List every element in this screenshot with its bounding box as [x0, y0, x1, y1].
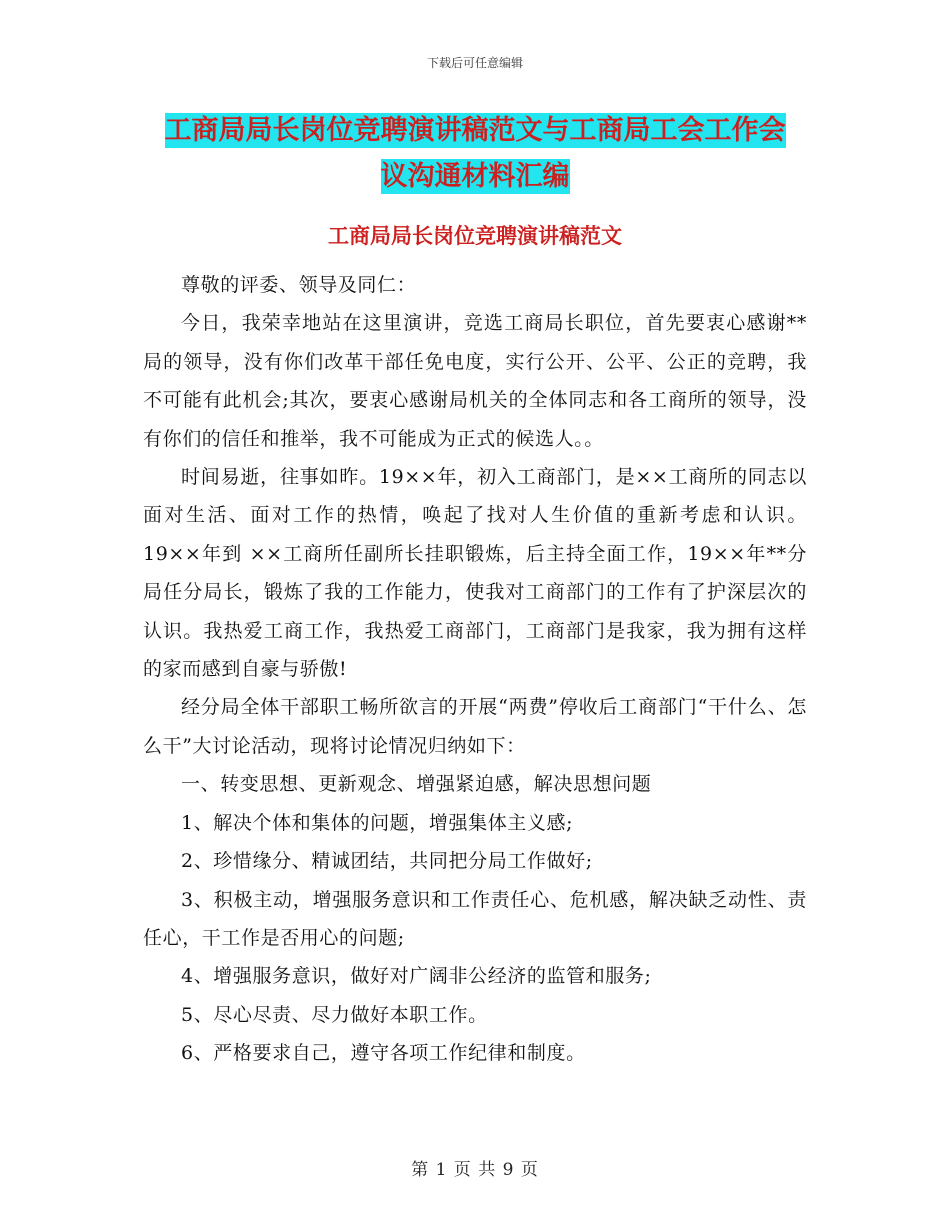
- list-item: 2、珍惜缘分、精诚团结，共同把分局工作做好;: [181, 850, 593, 873]
- paragraph: 时间易逝，往事如昨。19××年，初入工商部门，是××工商所的同志以面对生活、面对工作的热情，唤起了找对人生价值的重新考虑和认识。19××年到 ××工商所任副所长挂职锻炼，后主持全面工作，19××年**分局任分局长，锻炼了我的工作能力，使我对工商部门的工作有了护深层次的认识。我热爱工商工作，我热爱工商部门，工商部门是我家，我为拥有这样的家而感到自豪与骄傲!: [143, 466, 807, 681]
- paragraph: 今日，我荣幸地站在这里演讲，竞选工商局长职位，首先要衷心感谢**局的领导，没有你们改革干部任免电度，实行公开、公平、公正的竞聘，我不可能有此机会;其次，要衷心感谢局机关的全体同志和各工商所的领导，没有你们的信任和推举，我不可能成为正式的候选人。。: [143, 312, 807, 450]
- list-item: 3、积极主动，增强服务意识和工作责任心、危机感，解决缺乏动性、责任心，干工作是否用心的问题;: [143, 888, 807, 949]
- section-title: 工商局局长岗位竞聘演讲稿范文: [328, 224, 622, 248]
- paragraph: 经分局全体干部职工畅所欲言的开展“两费”停收后工商部门“干什么、怎么干”大讨论活动，现将讨论情况归纳如下：: [143, 696, 807, 757]
- list-heading: 一、转变思想、更新观念、增强紧迫感，解决思想问题: [181, 773, 652, 796]
- title-line-1: 工商局局长岗位竞聘演讲稿范文与工商局工会工作会: [164, 115, 786, 146]
- paragraph-salutation: 尊敬的评委、领导及同仁：: [181, 274, 417, 296]
- list-item: 5、尽心尽责、尽力做好本职工作。: [181, 1003, 488, 1026]
- title-line-2: 议沟通材料汇编: [380, 161, 570, 192]
- list-item: 1、解决个体和集体的问题，增强集体主义感;: [181, 811, 574, 834]
- page-footer: 第 1 页 共 9 页: [411, 1160, 539, 1180]
- list-item: 6、严格要求自己，遵守各项工作纪律和制度。: [181, 1042, 586, 1065]
- header-note: 下载后可任意编辑: [426, 56, 523, 70]
- body-text: [143, 266, 807, 1073]
- list-item: 4、增强服务意识，做好对广阔非公经济的监管和服务;: [181, 965, 652, 988]
- document-title: [140, 108, 810, 200]
